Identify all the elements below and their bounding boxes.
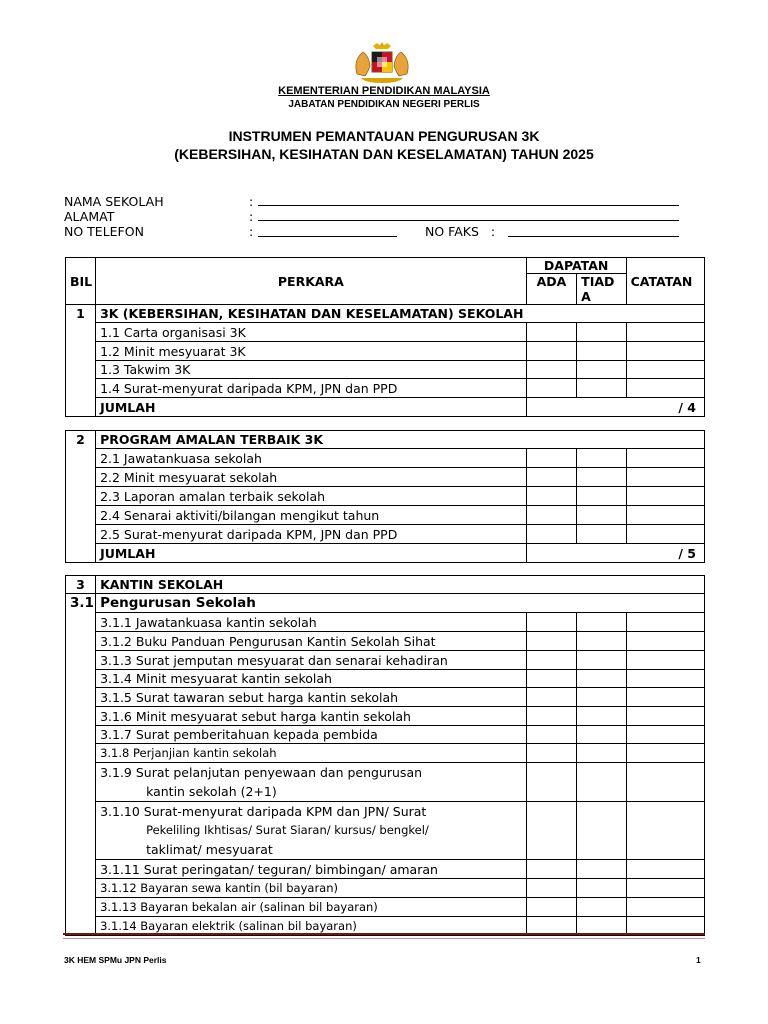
ada-cell[interactable] — [526, 613, 576, 632]
tiada-cell[interactable] — [577, 670, 626, 688]
tiada-cell[interactable] — [577, 449, 626, 468]
document-title: INSTRUMEN PEMANTAUAN PENGURUSAN 3K — [228, 128, 540, 144]
table-row: 3.1.13 Bayaran bekalan air (salinan bil bayaran) — [96, 898, 527, 917]
document-subtitle: (KEBERSIHAN, KESIHATAN DAN KESELAMATAN) TAHUN 2025 — [174, 146, 594, 162]
catatan-cell[interactable] — [626, 860, 704, 879]
ada-cell[interactable] — [526, 632, 576, 651]
tiada-cell[interactable] — [577, 707, 626, 726]
ada-cell[interactable] — [526, 651, 576, 670]
colon: : — [249, 224, 254, 239]
table-section-1 — [65, 257, 705, 417]
ada-cell[interactable] — [526, 763, 576, 802]
ada-cell[interactable] — [526, 860, 576, 879]
catatan-cell[interactable] — [626, 449, 704, 468]
catatan-cell[interactable] — [626, 763, 704, 802]
section-1-bil: 1 — [66, 305, 96, 323]
department-name: JABATAN PENDIDIKAN NEGERI PERLIS — [288, 99, 480, 110]
table-row: 2.4 Senarai aktiviti/bilangan mengikut tahun — [96, 506, 527, 525]
table-row: 3.1.8 Perjanjian kantin sekolah — [96, 744, 527, 763]
ada-cell[interactable] — [526, 487, 576, 506]
tiada-cell[interactable] — [577, 379, 626, 398]
jumlah-total: / 4 — [526, 398, 704, 417]
ada-cell[interactable] — [526, 449, 576, 468]
ada-cell[interactable] — [526, 707, 576, 726]
table-row: 2.3 Laporan amalan terbaik sekolah — [96, 487, 527, 506]
catatan-cell[interactable] — [626, 342, 704, 361]
no-telefon-label: NO TELEFON — [64, 224, 144, 239]
tiada-cell[interactable] — [577, 688, 626, 707]
catatan-cell[interactable] — [626, 802, 704, 860]
tiada-cell[interactable] — [577, 651, 626, 670]
catatan-cell[interactable] — [626, 707, 704, 726]
table-row: 3.1.12 Bayaran sewa kantin (bil bayaran) — [96, 879, 527, 898]
table-row: 3.1.6 Minit mesyuarat sebut harga kantin sekolah — [96, 707, 527, 726]
catatan-cell[interactable] — [626, 744, 704, 763]
coat-of-arms-icon — [351, 40, 413, 84]
alamat-label: ALAMAT — [64, 209, 115, 224]
catatan-cell[interactable] — [626, 525, 704, 544]
table-row: 2.5 Surat-menyurat daripada KPM, JPN dan PPD — [96, 525, 527, 544]
ada-cell[interactable] — [526, 323, 576, 342]
subsection-3-1-title: Pengurusan Sekolah — [96, 594, 705, 613]
jumlah-label: JUMLAH — [96, 544, 527, 563]
tiada-cell[interactable] — [577, 468, 626, 487]
no-faks-field[interactable] — [508, 236, 679, 237]
tiada-cell[interactable] — [577, 726, 626, 744]
page-number: 1 — [696, 955, 701, 965]
catatan-cell[interactable] — [626, 651, 704, 670]
catatan-cell[interactable] — [626, 468, 704, 487]
table-section-2 — [65, 430, 705, 563]
ada-cell[interactable] — [526, 744, 576, 763]
tiada-cell[interactable] — [577, 525, 626, 544]
section-3-title: KANTIN SEKOLAH — [96, 576, 705, 594]
catatan-cell[interactable] — [626, 898, 704, 917]
catatan-cell[interactable] — [626, 379, 704, 398]
tiada-cell[interactable] — [577, 613, 626, 632]
table-row: 3.1.1 Jawatankuasa kantin sekolah — [96, 613, 527, 632]
nama-sekolah-field[interactable] — [258, 205, 679, 206]
tiada-cell[interactable] — [577, 802, 626, 860]
tiada-cell[interactable] — [577, 879, 626, 898]
catatan-cell[interactable] — [626, 323, 704, 342]
footer-text: 3K HEM SPMu JPN Perlis — [64, 955, 167, 965]
no-telefon-field[interactable] — [258, 236, 397, 237]
tiada-cell[interactable] — [577, 342, 626, 361]
footer-divider — [63, 933, 705, 935]
header-bil: BIL — [66, 258, 96, 305]
footer-divider-thin — [63, 938, 705, 939]
header-tiada: TIADA — [577, 274, 626, 305]
header-dapatan: DAPATAN — [526, 258, 626, 274]
header-perkara: PERKARA — [96, 258, 527, 305]
tiada-cell[interactable] — [577, 361, 626, 379]
ada-cell[interactable] — [526, 525, 576, 544]
jumlah-label: JUMLAH — [96, 398, 527, 417]
section-1-title: 3K (KEBERSIHAN, KESIHATAN DAN KESELAMATAN) SEKOLAH — [96, 305, 705, 323]
ada-cell[interactable] — [526, 726, 576, 744]
ada-cell[interactable] — [526, 342, 576, 361]
catatan-cell[interactable] — [626, 879, 704, 898]
catatan-cell[interactable] — [626, 487, 704, 506]
catatan-cell[interactable] — [626, 670, 704, 688]
tiada-cell[interactable] — [577, 860, 626, 879]
colon: : — [249, 194, 254, 209]
subsection-3-1-bil: 3.1 — [66, 594, 96, 613]
catatan-cell[interactable] — [626, 688, 704, 707]
table-row: 3.1.2 Buku Panduan Pengurusan Kantin Sekolah Sihat — [96, 632, 527, 651]
ada-cell[interactable] — [526, 879, 576, 898]
table-row: 1.3 Takwim 3K — [96, 361, 527, 379]
ada-cell[interactable] — [526, 468, 576, 487]
tiada-cell[interactable] — [577, 763, 626, 802]
tiada-cell[interactable] — [577, 487, 626, 506]
catatan-cell[interactable] — [626, 726, 704, 744]
ada-cell[interactable] — [526, 898, 576, 917]
table-row: 3.1.3 Surat jemputan mesyuarat dan senarai kehadiran — [96, 651, 527, 670]
ministry-name: KEMENTERIAN PENDIDIKAN MALAYSIA — [278, 85, 490, 97]
ada-cell[interactable] — [526, 688, 576, 707]
tiada-cell[interactable] — [577, 632, 626, 651]
catatan-cell[interactable] — [626, 613, 704, 632]
header-catatan: CATATAN — [626, 258, 704, 305]
table-row: 3.1.10 Surat-menyurat daripada KPM dan JPN/ Surat Pekeliling Ikhtisas/ Surat Siaran/ kursus/ bengkel/ taklimat/ mesyuarat — [96, 802, 527, 860]
tiada-cell[interactable] — [577, 323, 626, 342]
nama-sekolah-label: NAMA SEKOLAH — [64, 194, 164, 209]
section-2-bil: 2 — [66, 431, 96, 449]
table-row: 3.1.4 Minit mesyuarat kantin sekolah — [96, 670, 527, 688]
tiada-cell[interactable] — [577, 744, 626, 763]
catatan-cell[interactable] — [626, 506, 704, 525]
table-row: 3.1.11 Surat peringatan/ teguran/ bimbingan/ amaran — [96, 860, 527, 879]
table-row: 2.1 Jawatankuasa sekolah — [96, 449, 527, 468]
table-row: 3.1.7 Surat pemberitahuan kepada pembida — [96, 726, 527, 744]
table-row: 1.4 Surat-menyurat daripada KPM, JPN dan PPD — [96, 379, 527, 398]
colon: : — [249, 209, 254, 224]
header-ada: ADA — [526, 274, 576, 305]
section-2-title: PROGRAM AMALAN TERBAIK 3K — [96, 431, 705, 449]
jumlah-total: / 5 — [526, 544, 704, 563]
ada-cell[interactable] — [526, 361, 576, 379]
table-row: 3.1.9 Surat pelanjutan penyewaan dan pengurusan kantin sekolah (2+1) — [96, 763, 527, 802]
table-row: 2.2 Minit mesyuarat sekolah — [96, 468, 527, 487]
no-faks-label: NO FAKS : — [425, 224, 496, 239]
table-row: 3.1.14 Bayaran elektrik (salinan bil bayaran) — [96, 917, 527, 936]
alamat-field[interactable] — [258, 220, 679, 221]
ada-cell[interactable] — [526, 506, 576, 525]
catatan-cell[interactable] — [626, 361, 704, 379]
table-row: 3.1.5 Surat tawaran sebut harga kantin sekolah — [96, 688, 527, 707]
table-section-3 — [65, 575, 705, 936]
tiada-cell[interactable] — [577, 898, 626, 917]
ada-cell[interactable] — [526, 802, 576, 860]
section-3-bil: 3 — [66, 576, 96, 594]
table-row: 1.2 Minit mesyuarat 3K — [96, 342, 527, 361]
table-row: 1.1 Carta organisasi 3K — [96, 323, 527, 342]
ada-cell[interactable] — [526, 379, 576, 398]
tiada-cell[interactable] — [577, 506, 626, 525]
catatan-cell[interactable] — [626, 632, 704, 651]
ada-cell[interactable] — [526, 670, 576, 688]
